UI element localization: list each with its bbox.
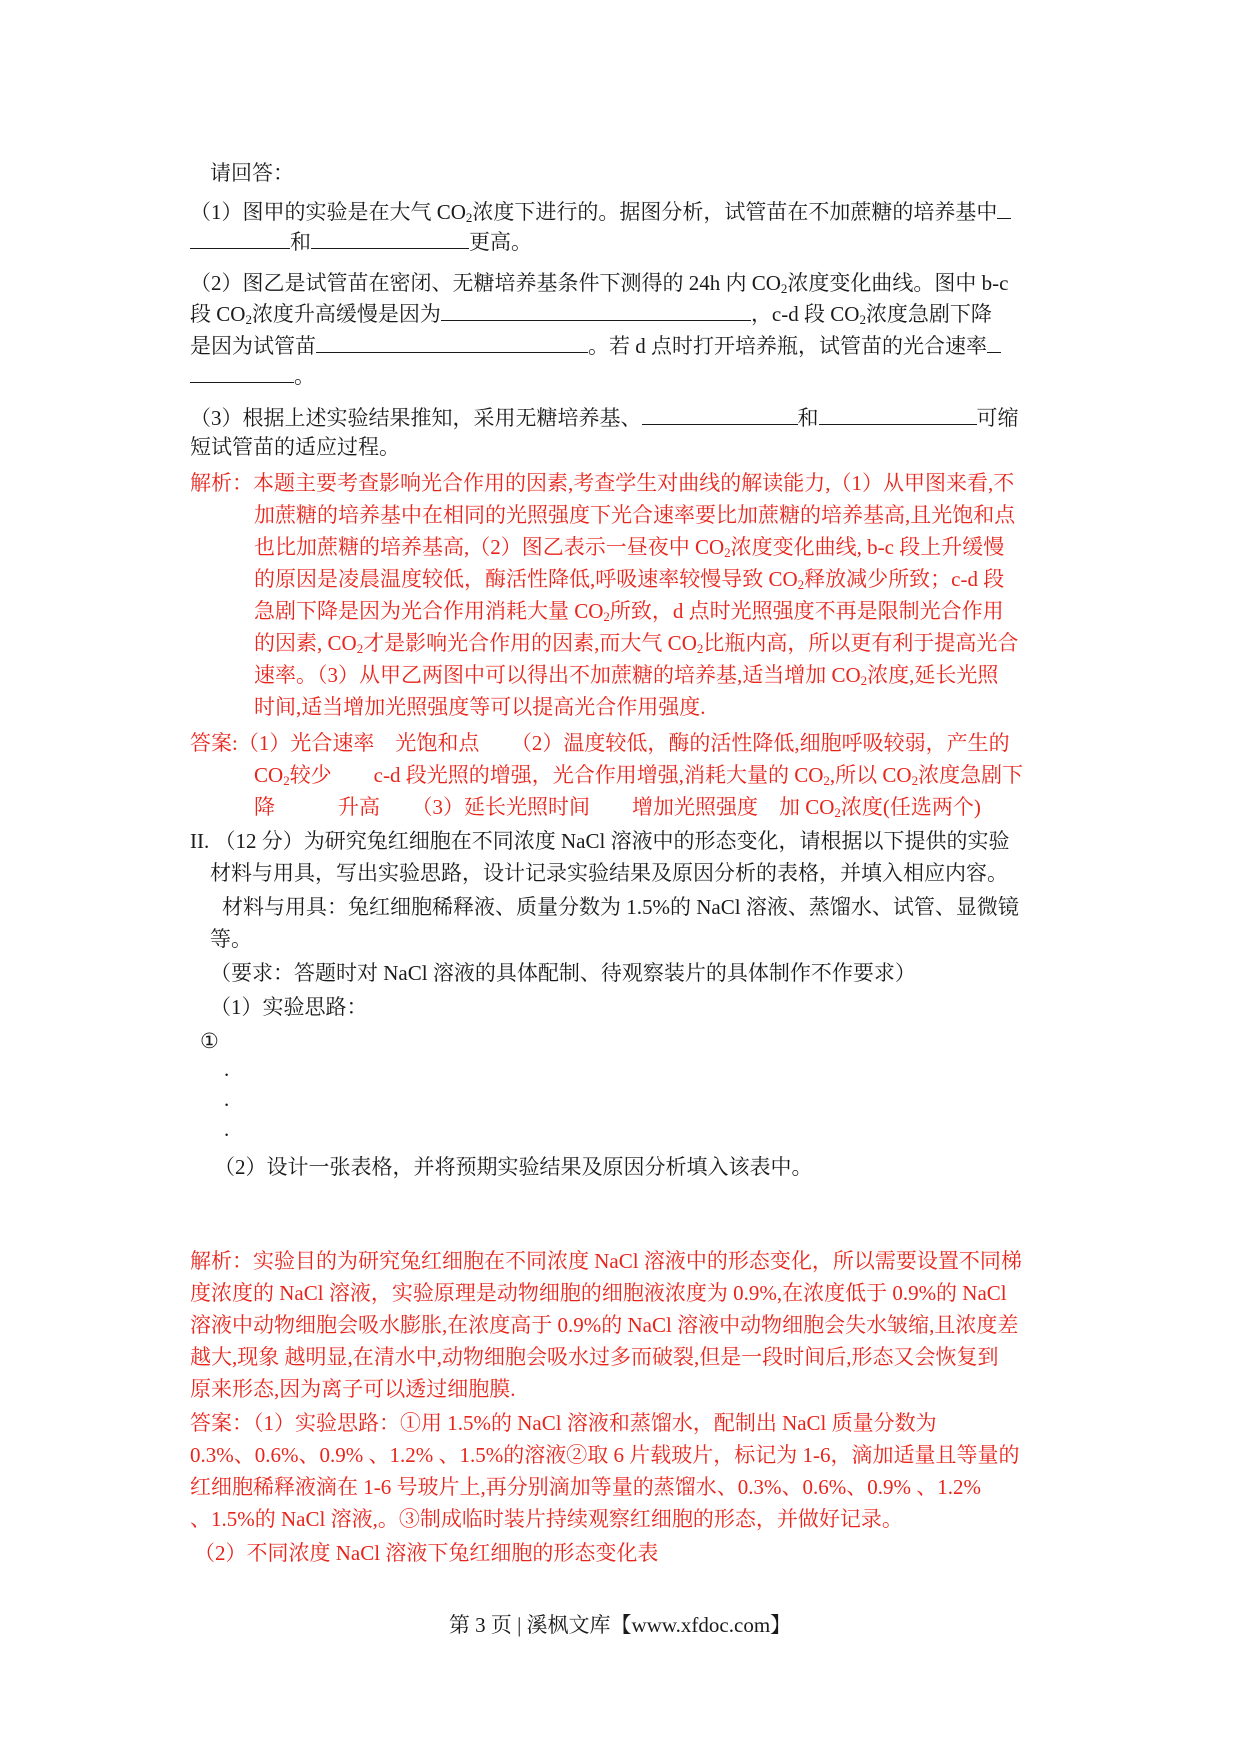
blank-1a[interactable] (997, 196, 1011, 219)
blank-3a[interactable] (642, 402, 798, 425)
analysis-2-line-2: 度浓度的 NaCl 溶液，实验原理是动物细胞的细胞液浓度为 0.9%,在浓度低于 0.9%的 NaCl (190, 1281, 1007, 1305)
blank-2a[interactable] (441, 298, 751, 321)
part-2-requirement: （要求：答题时对 NaCl 溶液的具体配制、待观察装片的具体制作不作要求） (210, 961, 916, 985)
analysis-1-line-6: 的因素, $CO_2$才是影响光合作用的因素,而大气 $CO_2$比瓶内高，所以更有利于提高光合 (254, 631, 1019, 656)
analysis-1-line-2: 加蔗糖的培养基中在相同的光照强度下光合速率要比加蔗糖的培养基高,且光饱和点 (254, 503, 1016, 527)
blank-1b[interactable] (190, 226, 290, 249)
analysis-1-line-8: 时间,适当增加光照强度等可以提高光合作用强度. (254, 695, 706, 719)
blank-3b[interactable] (819, 402, 977, 425)
part-2-line-2: 材料与用具，写出实验思路，设计记录实验结果及原因分析的表格，并填入相应内容。 (210, 861, 1008, 885)
answer-2-line-3: 红细胞稀释液滴在 1-6 号玻片上,再分别滴加等量的蒸馏水、0.3%、0.6%、0.9% 、1.2% (190, 1475, 981, 1499)
answer-1-line-2: $CO_2$较少 c-d 段光照的增强，光合作用增强,消耗大量的 $CO_2$,所以 $CO_2$浓度急剧下 (254, 763, 1024, 788)
question-2-line-3: 是因为试管苗 。若 d 点时打开培养瓶，试管苗的光合速率 (190, 330, 1001, 361)
blank-2d[interactable] (190, 360, 294, 383)
blank-1c[interactable] (311, 226, 469, 249)
part-2-step-marker: ① (200, 1029, 219, 1053)
blank-2b[interactable] (316, 330, 588, 353)
blank-2c[interactable] (987, 330, 1001, 353)
analysis-1-line-4: 的原因是凌晨温度较低，酶活性降低,呼吸速率较慢导致 $CO_2$释放减少所致；c-d 段 (254, 567, 1005, 592)
answer-2-line-5: （2）不同浓度 NaCl 溶液下兔红细胞的形态变化表 (194, 1541, 659, 1565)
analysis-1-line-5: 急剧下降是因为光合作用消耗大量 $CO_2$所致，d 点时光照强度不再是限制光合作用 (254, 599, 1004, 624)
question-1-line-1: （1）图甲的实验是在大气 $CO_2$浓度下进行的。据图分析，试管苗在不加蔗糖的培养基中 (190, 196, 1011, 227)
analysis-1-line-1: 解析：本题主要考查影响光合作用的因素,考查学生对曲线的解读能力,（1）从甲图来看,不 (190, 471, 1015, 495)
part-2-line-4: 等。 (210, 927, 252, 951)
analysis-2-line-3: 溶液中动物细胞会吸水膨胀,在浓度高于 0.9%的 NaCl 溶液中动物细胞会失水皱缩,且浓度差 (190, 1313, 1019, 1337)
analysis-2-line-1: 解析：实验目的为研究兔红细胞在不同浓度 NaCl 溶液中的形态变化，所以需要设置不同梯 (190, 1249, 1022, 1273)
answer-prompt: 请回答： (210, 161, 294, 185)
answer-1-line-3: 降 升高 （3）延长光照时间 增加光照强度 加 $CO_2$浓度(任选两个) (254, 795, 981, 820)
question-2-line-1: （2）图乙是试管苗在密闭、无糖培养基条件下测得的 24h 内 $CO_2$浓度变化曲线。图中 b-c (190, 271, 1009, 296)
answer-2-line-1: 答案：（1）实验思路：①用 1.5%的 NaCl 溶液和蒸馏水，配制出 NaCl 质量分数为 (190, 1411, 937, 1435)
analysis-2-line-5: 原来形态,因为离子可以透过细胞膜. (190, 1377, 516, 1401)
answer-2-line-2: 0.3%、0.6%、0.9% 、1.2% 、1.5%的溶液②取 6 片载玻片，标记为 1-6，滴加适量且等量的 (190, 1443, 1020, 1467)
question-3-line-2: 短试管苗的适应过程。 (190, 435, 400, 459)
part-2-line-1: II. （12 分）为研究兔红细胞在不同浓度 NaCl 溶液中的形态变化，请根据以下提供的实验 (190, 829, 1010, 853)
part-2-idea-heading: （1）实验思路： (210, 995, 368, 1019)
question-3-line-1: （3）根据上述实验结果推知，采用无糖培养基、 和 可缩 (190, 402, 1019, 433)
analysis-1-line-7: 速率。（3）从甲乙两图中可以得出不加蔗糖的培养基,适当增加 $CO_2$浓度,延长光照 (254, 663, 999, 688)
part-2-dot-3: . (224, 1117, 230, 1141)
part-2-line-3: 材料与用具：兔红细胞稀释液、质量分数为 1.5%的 NaCl 溶液、蒸馏水、试管、显微镜 (222, 895, 1019, 919)
part-2-dot-1: . (224, 1057, 230, 1081)
question-2-line-4: 。 (190, 360, 315, 391)
part-2-dot-2: . (224, 1087, 230, 1111)
answer-2-line-4: 、1.5%的 NaCl 溶液,。③制成临时装片持续观察红细胞的形态，并做好记录。 (190, 1507, 903, 1531)
question-1-line-2: 和 更高。 (190, 226, 532, 257)
analysis-1-line-3: 也比加蔗糖的培养基高,（2）图乙表示一昼夜中 $CO_2$浓度变化曲线, b-c 段上升缓慢 (254, 535, 1005, 560)
part-2-table-heading: （2）设计一张表格，并将预期实验结果及原因分析填入该表中。 (214, 1155, 813, 1179)
answer-1-line-1: 答案:（1）光合速率 光饱和点 （2）温度较低，酶的活性降低,细胞呼吸较弱，产生的 (190, 731, 1010, 755)
page-footer: 第 3 页 | 溪枫文库【www.xfdoc.com】 (448, 1613, 792, 1637)
analysis-2-line-4: 越大,现象 越明显,在清水中,动物细胞会吸水过多而破裂,但是一段时间后,形态又会恢复到 (190, 1345, 999, 1369)
question-2-line-2: 段 $CO_2$浓度升高缓慢是因为 ，c-d 段 $CO_2$浓度急剧下降 (190, 298, 992, 329)
